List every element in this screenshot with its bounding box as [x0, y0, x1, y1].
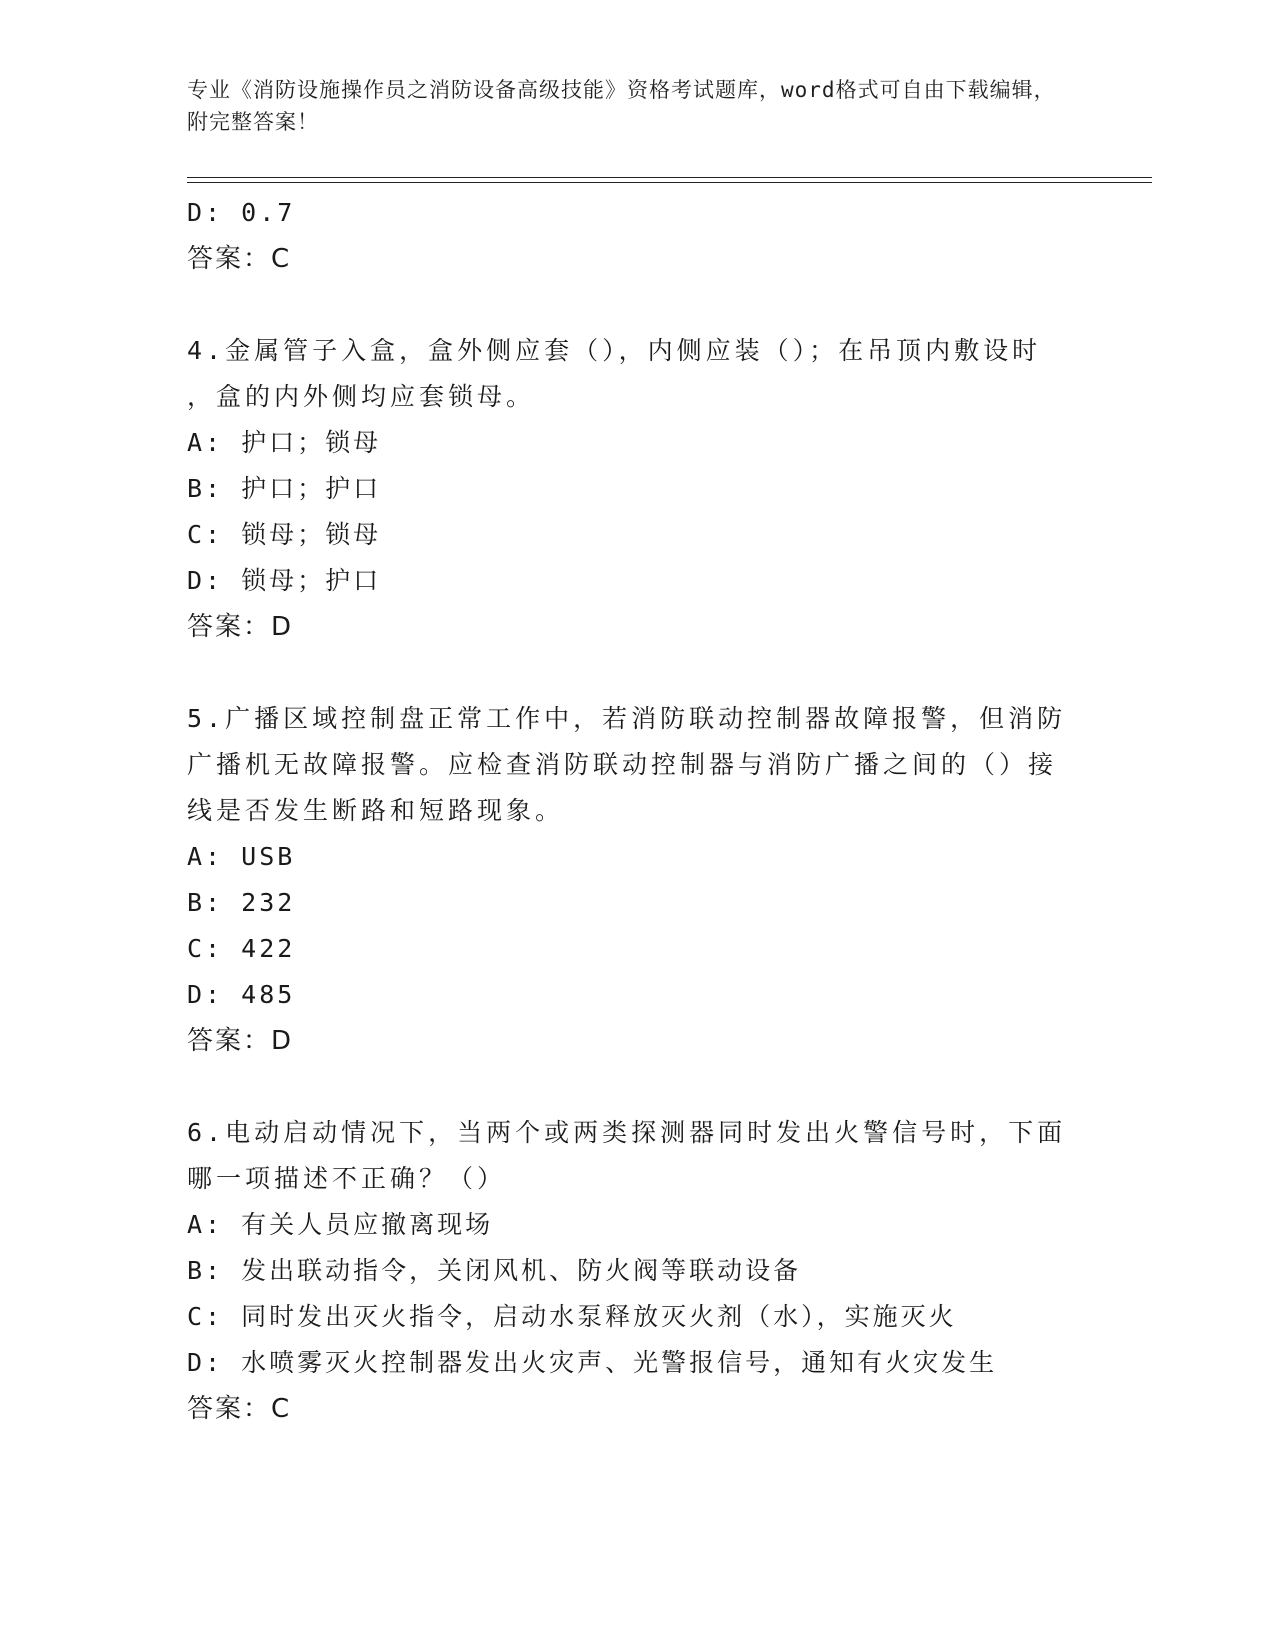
option-d: D: 0.7	[187, 198, 296, 227]
option-a: A: 有关人员应撤离现场	[187, 1210, 494, 1239]
answer: 答案：D	[187, 1026, 294, 1056]
option-c: C: 422	[187, 934, 296, 963]
option-b: B: 232	[187, 888, 296, 917]
question-5	[187, 696, 1087, 1064]
answer: 答案：C	[187, 244, 292, 274]
question-stem: 6.电动启动情况下，当两个或两类探测器同时发出火警信号时，下面 哪一项描述不正确？（）	[187, 1118, 1067, 1193]
option-a: A: USB	[187, 842, 296, 871]
option-a: A: 护口；锁母	[187, 428, 382, 457]
question-stem: 4.金属管子入盒，盒外侧应套（），内侧应装（）；在吊顶内敷设时 ，盒的内外侧均应套锁母。	[187, 336, 1042, 411]
spacer	[187, 1064, 1087, 1110]
option-d: D: 水喷雾灭火控制器发出火灾声、光警报信号，通知有火灾发生	[187, 1348, 998, 1377]
option-d: D: 485	[187, 980, 296, 1009]
option-d: D: 锁母；护口	[187, 566, 382, 595]
option-b: B: 发出联动指令，关闭风机、防火阀等联动设备	[187, 1256, 802, 1285]
question-stem: 5.广播区域控制盘正常工作中，若消防联动控制器故障报警，但消防 广播机无故障报警。应检查消防联动控制器与消防广播之间的（）接 线是否发生断路和短路现象。	[187, 704, 1067, 825]
spacer	[187, 282, 1087, 328]
header-divider-bottom	[187, 182, 1152, 183]
header-divider-top	[187, 177, 1152, 178]
question-content	[187, 190, 1087, 1432]
spacer	[187, 650, 1087, 696]
question-4	[187, 328, 1087, 650]
option-c: C: 同时发出灭火指令，启动水泵释放灭火剂（水），实施灭火	[187, 1302, 957, 1331]
answer: 答案：D	[187, 612, 294, 642]
answer: 答案：C	[187, 1394, 292, 1424]
page-header: 专业《消防设施操作员之消防设备高级技能》资格考试题库，word格式可自由下载编辑，附完整答案！	[187, 78, 1056, 134]
question-6	[187, 1110, 1087, 1432]
option-c: C: 锁母；锁母	[187, 520, 382, 549]
option-b: B: 护口；护口	[187, 474, 382, 503]
